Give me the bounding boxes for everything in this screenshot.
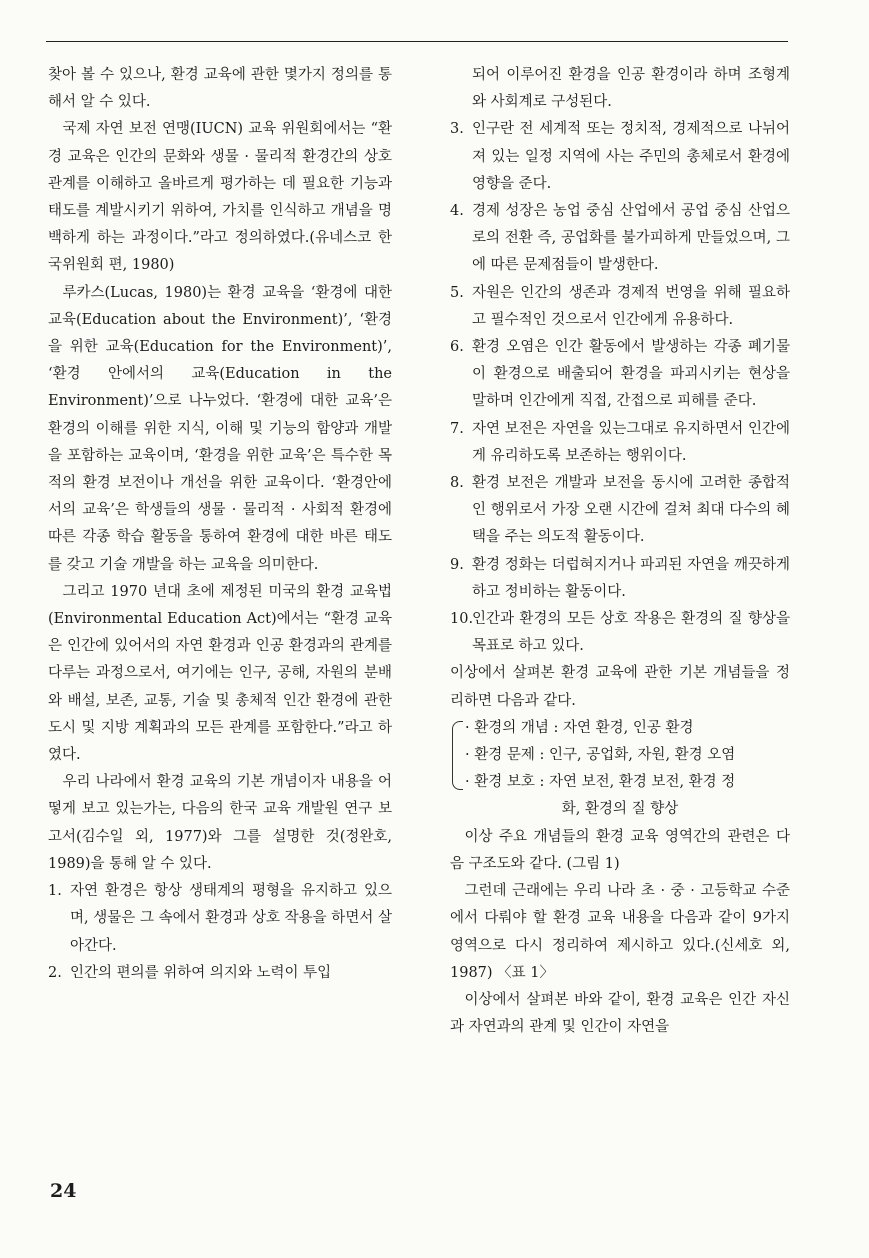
list-number: 5. (450, 284, 464, 301)
left-column (48, 62, 392, 987)
list-number: 9. (450, 556, 464, 573)
list-text: 자연 보전은 자연을 있는그대로 유지하면서 인간에게 유리하도록 보존하는 행위이다. (472, 420, 790, 464)
list-item (450, 470, 790, 552)
concept-line: · 환경 보호 : 자연 보전, 환경 보전, 환경 정 (465, 774, 736, 791)
list-item (450, 280, 790, 334)
list-text: 환경 오염은 인간 활동에서 발생하는 각종 폐기물이 환경으로 배출되어 환경을 파괴시키는 현상을 말하며 인간에게 직접, 간접으로 피해를 준다. (472, 339, 790, 410)
paragraph: 이상 주요 개념들의 환경 교육 영역간의 관련은 다음 구조도와 같다. (그림 1) (450, 828, 790, 872)
list-text: 경제 성장은 농업 중심 산업에서 공업 중심 산업으로의 전환 즉, 공업화를 불가피하게 만들었으며, 그에 따른 문제점들이 발생한다. (472, 203, 790, 274)
list-text: 환경 보전은 개발과 보전을 동시에 고려한 종합적인 행위로서 가장 오랜 시간에 걸쳐 최대 다수의 혜택을 주는 의도적 활동이다. (472, 475, 790, 546)
list-item (48, 878, 392, 960)
list-text: 인간의 편의를 위하여 의지와 노력이 투입 (70, 964, 332, 981)
list-continuation: 되어 이루어진 환경을 인공 환경이라 하며 조형계와 사회계로 구성된다. (472, 67, 790, 111)
list-text: 자원은 인간의 생존과 경제적 번영을 위해 필요하고 필수적인 것으로서 인간에게 유용하다. (472, 284, 790, 328)
list-item (48, 960, 392, 987)
list-number: 6. (450, 339, 464, 356)
list-item (450, 116, 790, 198)
list-number: 3. (450, 121, 464, 138)
list-number: 7. (450, 420, 464, 437)
paragraph: 우리 나라에서 환경 교육의 기본 개념이자 내용을 어떻게 보고 있는가는, 다음의 한국 교육 개발원 연구 보고서(김수일 외, 1977)와 그를 설명한 것(정완호, 1989)을 통해 알 수 있다. (48, 774, 392, 872)
paragraph: 그런데 근래에는 우리 나라 초 · 중 · 고등학교 수준에서 다뤄야 할 환경 교육 내용을 다음과 같이 9가지 영역으로 다시 정리하여 제시하고 있다.(신세호 외, 1987) 〈표 1〉 (450, 883, 790, 981)
concept-line: · 환경 문제 : 인구, 공업화, 자원, 환경 오염 (465, 747, 736, 764)
list-text: 환경 정화는 더럽혀지거나 파괴된 자연을 깨끗하게 하고 정비하는 활동이다. (472, 556, 790, 600)
list-number: 10. (450, 611, 474, 628)
paragraph: 루카스(Lucas, 1980)는 환경 교육을 ‘환경에 대한 교육(Education about the Environment)’, ‘환경을 위한 교육(Education for the Environment)’, ‘환경 안에서의 교육(Education in the Environment)’으로 나누었다. ‘환경에 대한 교육’은 환경의 이해를 위한 지식, 이해 및 기능의 함양과 개발을 포함하는 교육이며, ‘환경을 위한 교육’은 특수한 목적의 환경 보전이나 개선을 위한 교육이다. ‘환경안에서의 교육’은 학생들의 생물 · 물리적 · 사회적 환경에 따른 각종 학습 활동을 통하여 환경에 대한 바른 태도를 갖고 기술 개발을 하는 교육을 의미한다. (48, 284, 392, 573)
concept-line-continued: 화, 환경의 질 향상 (561, 801, 679, 818)
list-item (450, 606, 790, 660)
list-number: 4. (450, 203, 464, 220)
brace-icon (452, 721, 463, 791)
list-text: 인간과 환경의 모든 상호 작용은 환경의 질 향상을 목표로 하고 있다. (472, 611, 790, 655)
right-column (450, 62, 790, 1041)
list-text: 자연 환경은 항상 생태계의 평형을 유지하고 있으며, 생물은 그 속에서 환경과 상호 작용을 하면서 살아간다. (70, 883, 392, 954)
list-text: 인구란 전 세계적 또는 정치적, 경제적으로 나뉘어져 있는 일정 지역에 사는 주민의 총체로서 환경에 영향을 준다. (472, 121, 790, 192)
paragraph: 찾아 볼 수 있으나, 환경 교육에 관한 몇가지 정의를 통해서 알 수 있다. (48, 67, 392, 111)
list-number: 1. (48, 883, 62, 900)
list-item (450, 198, 790, 280)
concept-line: · 환경의 개념 : 자연 환경, 인공 환경 (465, 719, 694, 736)
header-rule (46, 41, 788, 42)
list-number: 8. (450, 475, 464, 492)
list-item (450, 552, 790, 606)
paragraph: 국제 자연 보전 연맹(IUCN) 교육 위원회에서는 “환경 교육은 인간의 문화와 생물 · 물리적 환경간의 상호 관계를 이해하고 올바르게 평가하는 데 필요한 기능과 태도를 계발시키기 위하여, 가치를 인식하고 개념을 명백하게 하는 과정이다.”라고 정의하였다.(유네스코 한국위원회 편, 1980) (48, 121, 392, 274)
concept-summary (452, 715, 790, 797)
summary-intro: 이상에서 살펴본 환경 교육에 관한 기본 개념들을 정리하면 다음과 같다. (450, 665, 790, 709)
list-number: 2. (48, 964, 62, 981)
paragraph: 이상에서 살펴본 바와 같이, 환경 교육은 인간 자신과 자연과의 관계 및 인간이 자연을 (450, 991, 790, 1036)
paragraph: 그리고 1970 년대 초에 제정된 미국의 환경 교육법(Environmental Education Act)에서는 “환경 교육은 인간에 있어서의 자연 환경과 인공 환경과의 관계를 다루는 과정으로서, 여기에는 인구, 공해, 자원의 분배와 배설, 보존, 교통, 기술 및 총체적 인간 환경에 관한 도시 및 지방 계획과의 모든 관계를 포함한다.”라고 하였다. (48, 583, 392, 764)
page-number: 24 (50, 1180, 77, 1202)
list-item (450, 334, 790, 416)
list-item (450, 416, 790, 470)
